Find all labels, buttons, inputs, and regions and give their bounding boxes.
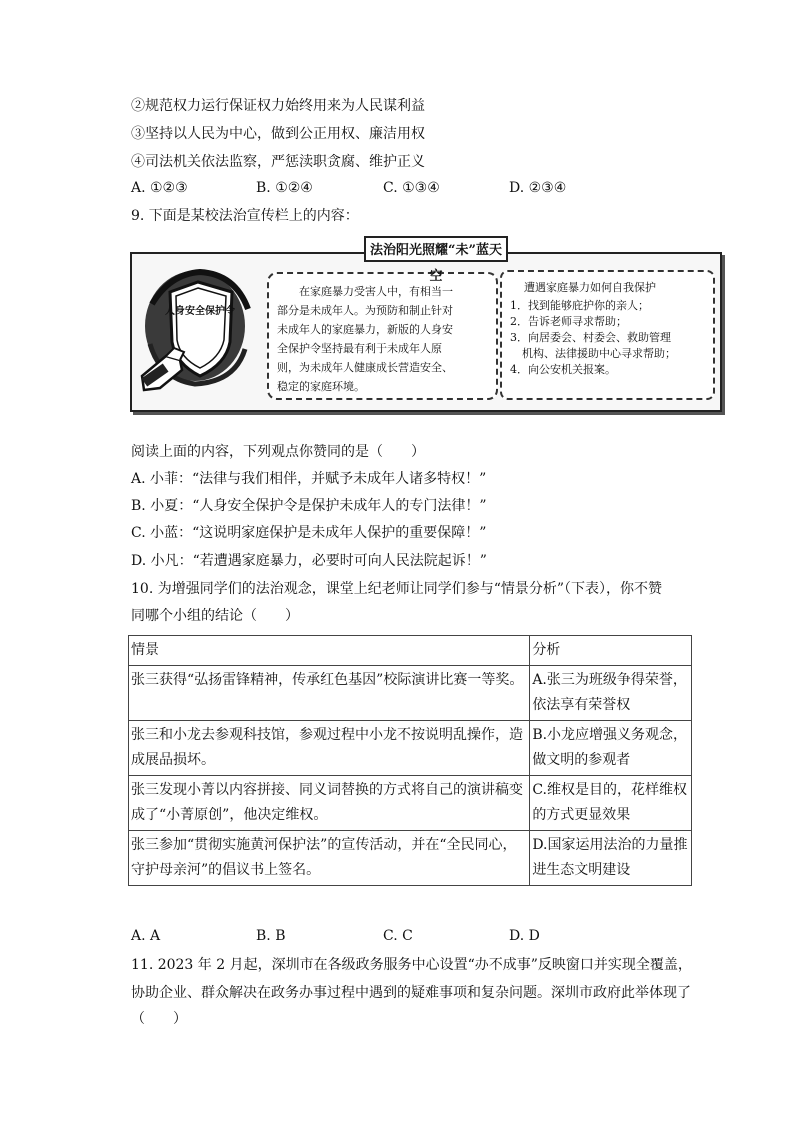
q8-option-4: ④司法机关依法监察，严惩渎职贪腐、维护正义: [131, 154, 425, 170]
table-row: [129, 831, 692, 886]
panel-info-line: 在家庭暴力受害人中，有相当一: [299, 285, 453, 298]
table-cell-scene: 张三发现小菁以内容拼接、同义词替换的方式将自己的演讲稿变成了“小菁原创”，他决定维权。: [129, 776, 530, 831]
q9-question: 阅读上面的内容，下列观点你赞同的是（ ）: [131, 444, 425, 460]
q9-option-c[interactable]: C. 小蓝：“这说明家庭保护是未成年人保护的重要保障！”: [131, 525, 487, 541]
shield-hand-illustration: [140, 264, 260, 394]
q10-choice-c[interactable]: C. C: [383, 928, 413, 944]
table-cell-analysis: A.张三为班级争得荣誉，依法享有荣誉权: [530, 666, 692, 721]
q8-choice-b[interactable]: B. ①②④: [256, 180, 313, 196]
panel-tips-item: 2．告诉老师寻求帮助；: [510, 315, 627, 328]
poster-title: 法治阳光照耀“未”蓝天空: [364, 236, 508, 262]
table-cell-analysis: B.小龙应增强义务观念，做文明的参观者: [530, 721, 692, 776]
table-row: [129, 721, 692, 776]
q10-choice-a[interactable]: A. A: [131, 928, 161, 944]
q11-line-2: 协助企业、群众解决在政务办事过程中遇到的疑难事项和复杂问题。深圳市政府此举体现了: [131, 985, 691, 1001]
panel-info-line: 稳定的家庭环境。: [277, 380, 365, 393]
q8-option-3: ③坚持以人民为中心，做到公正用权、廉洁用权: [131, 126, 425, 142]
table-header-row: [129, 636, 692, 666]
law-poster: [130, 236, 722, 412]
table-cell-analysis: C.维权是目的，花样维权的方式更显效果: [530, 776, 692, 831]
q10-choice-d[interactable]: D. D: [509, 928, 540, 944]
panel-tips-item: 4．向公安机关报案。: [510, 363, 616, 376]
shield-text-line-1: 人身安全保护令: [165, 306, 235, 317]
panel-info-line: 未成年人的家庭暴力，新版的人身安: [277, 323, 453, 336]
q8-option-2: ②规范权力运行保证权力始终用来为人民谋利益: [131, 98, 425, 114]
q9-option-a[interactable]: A. 小菲：“法律与我们相伴，并赋予未成年人诸多特权！”: [131, 471, 487, 487]
q9-option-b[interactable]: B. 小夏：“人身安全保护令是保护未成年人的专门法律！”: [131, 498, 487, 514]
table-cell-scene: 张三和小龙去参观科技馆，参观过程中小龙不按说明乱操作，造成展品损坏。: [129, 721, 530, 776]
table-header-analysis: 分析: [530, 636, 692, 666]
panel-info-line: 全保护令坚持最有利于未成年人原: [277, 342, 442, 355]
poster-panel-tips: [500, 270, 715, 400]
panel-tips-item: 1．找到能够庇护你的亲人；: [510, 299, 649, 312]
panel-tips-item: 机构、法律援助中心寻求帮助；: [522, 347, 676, 360]
q10-stem-line-2: 同哪个小组的结论（ ）: [131, 608, 299, 624]
table-cell-scene: 张三参加“贯彻实施黄河保护法”的宣传活动，并在“全民同心，守护母亲河”的倡议书上签名。: [129, 831, 530, 886]
scenario-table: [128, 635, 692, 886]
table-cell-analysis: D.国家运用法治的力量推进生态文明建设: [530, 831, 692, 886]
q10-stem-line-1: 10. 为增强同学们的法治观念，课堂上纪老师让同学们参与“情景分析”（下表），你不赞: [131, 581, 663, 597]
table-row: [129, 666, 692, 721]
q10-choice-b[interactable]: B. B: [256, 928, 286, 944]
table-cell-scene: 张三获得“弘扬雷锋精神，传承红色基因”校际演讲比赛一等奖。: [129, 666, 530, 721]
panel-tips-item: 3．向居委会、村委会、救助管理: [510, 331, 671, 344]
q8-choice-a[interactable]: A. ①②③: [131, 180, 188, 196]
q9-option-d[interactable]: D. 小凡：“若遭遇家庭暴力，必要时可向人民法院起诉！”: [131, 553, 487, 569]
table-header-scene: 情景: [129, 636, 530, 666]
panel-info-line: 则，为未成年人健康成长营造安全、: [277, 361, 453, 374]
q8-choice-c[interactable]: C. ①③④: [383, 180, 440, 196]
panel-info-line: 部分是未成年人。为预防和制止针对: [277, 304, 453, 317]
table-row: [129, 776, 692, 831]
q11-line-3: （ ）: [131, 1011, 187, 1027]
q11-line-1: 11. 2023 年 2 月起，深圳市在各级政务服务中心设置“办不成事”反映窗口并实现全覆盖，: [131, 957, 692, 973]
poster-panel-info: [267, 272, 498, 400]
panel-tips-title: 遭遇家庭暴力如何自我保护: [524, 281, 656, 294]
q8-choice-d[interactable]: D. ②③④: [509, 180, 567, 196]
q9-stem: 9. 下面是某校法治宣传栏上的内容：: [131, 208, 359, 224]
